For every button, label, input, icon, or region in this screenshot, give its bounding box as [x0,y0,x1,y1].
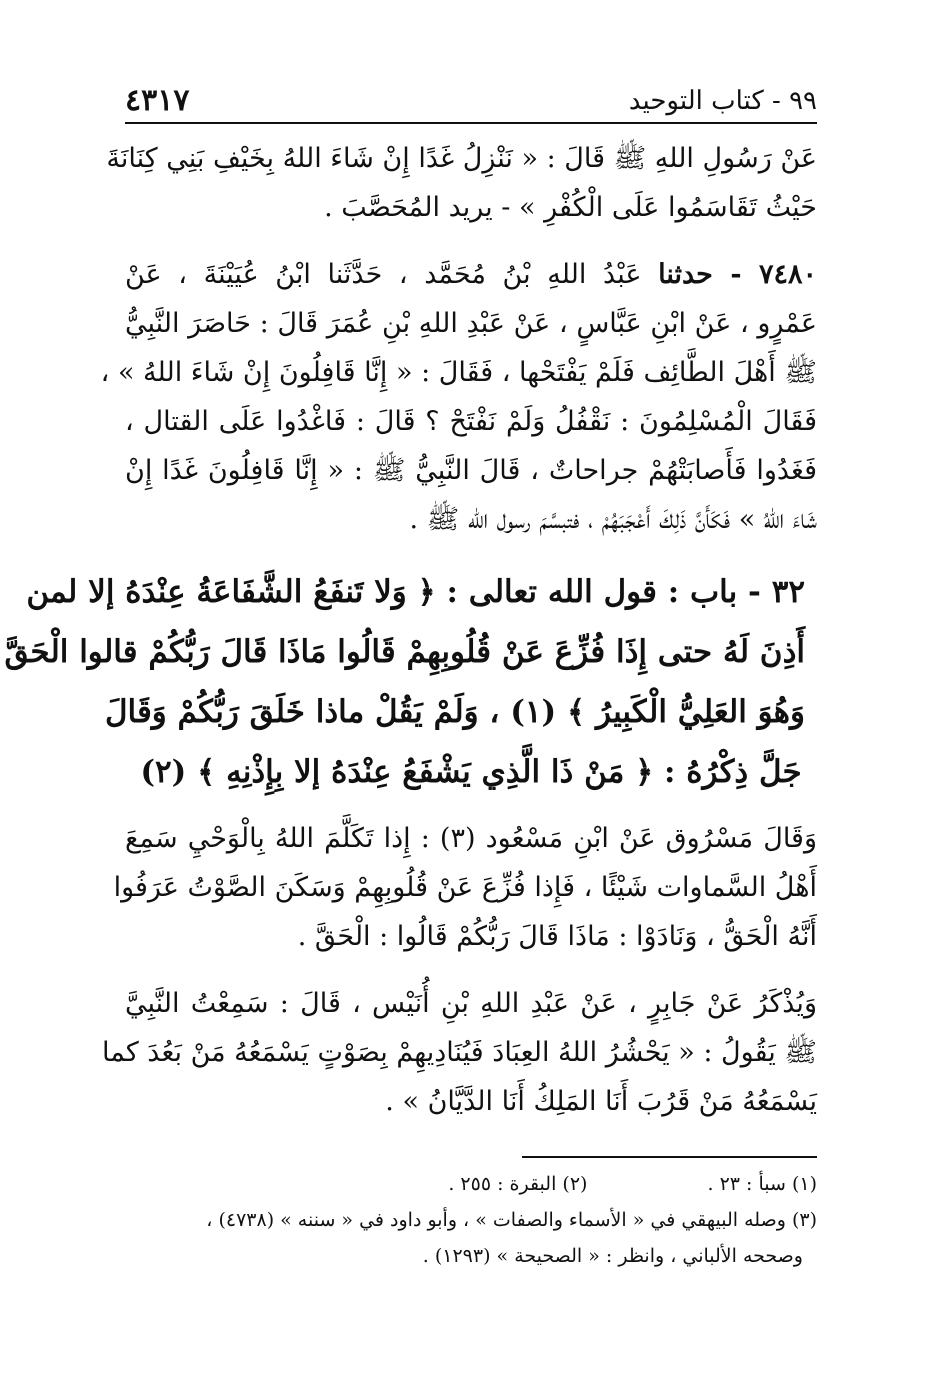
text-line: ﷺ أَهْلَ الطَّائِف فَلَمْ يَفْتَحْها ، فَقَالَ : « إِنَّا قَافِلُونَ إِنْ شَاءَ اللهُ » ، [100,357,817,388]
text-line: فَقَالَ الْمُسْلِمُونَ : نَقْفُلُ وَلَمْ نَفْتَحْ ؟ قَالَ : فَاغْدُوا عَلَى القتال ، [125,406,817,437]
paragraph-masruq [113,814,818,961]
chapter-heading [4,562,817,802]
text-line: يَسْمَعُهُ مَنْ قَرُبَ أَنَا المَلِكُ أَنَا الدَّيَّانُ » . [385,1086,817,1117]
text-line: ﷺ يَقُولُ : « يَحْشُرُ اللهُ العِبَادَ فَيُنَادِيهِمْ بِصَوْتٍ يَسْمَعُهُ مَنْ بَعُدَ كما [102,1037,817,1068]
hadith-7480 [100,250,817,544]
footnote-line: (٣) وصله البيهقي في « الأسماء والصفات » ، وأبو داود في « سننه » (٤٧٣٨) ، [206,1209,817,1231]
text-line: وَيُذْكَرُ عَنْ جَابِرٍ ، عَنْ عَبْدِ اللهِ بْنِ أُنَيْس ، قَالَ : سَمِعْتُ النَّبِيَّ [125,988,817,1019]
text-line-first [125,250,817,299]
hadith-number: ٧٤٨٠ - حدثنا [658,259,817,290]
running-title: ٩٩ - كتاب التوحيد [628,86,817,116]
footnotes [125,1166,817,1274]
paragraph-jabir [102,979,817,1126]
text-line: وَقَالَ مَسْرُوق عَنْ ابْنِ مَسْعُود (٣) : إِذا تَكَلَّمَ اللهُ بِالْوَحْيِ سَمِعَ [125,823,818,854]
text-line: أَهْلُ السَّماوات شَيْئًا ، فَإِذا فُزِّعَ عَنْ قُلُوبِهِمْ وَسَكَنَ الصَّوْتُ عَرَفُوا [113,872,817,903]
text-line: أَنَّهُ الْحَقُّ ، وَنَادَوْا : مَاذَا قَالَ رَبُّكُمْ قَالُوا : الْحَقَّ . [297,921,817,952]
paragraph-continuation [106,134,817,232]
text-line: عَنْ رَسُولِ اللهِ ﷺ قَالَ : « نَنْزِلُ غَدًا إِنْ شَاءَ اللهُ بِخَيْفِ بَنِي كِنَانَةَ [106,143,817,174]
heading-line: أَذِنَ لَهُ حتى إِذَا فُزِّعَ عَنْ قُلُوبِهِمْ قَالُوا مَاذَا قَالَ رَبُّكُمْ قالوا الْحَقَّ [4,634,805,670]
footnote-1: (١) سبأ : ٢٣ . [707,1173,817,1195]
footnote-line: وصححه الألباني ، وانظر : « الصحيحة » (١٢٩٣) . [422,1245,803,1267]
text-line: شَاءَ اللهُ » فَكَأَنَّ ذَلِكَ أَعْجَبَهُمْ ، فتبسَّمَ رسول الله ﷺ . [409,504,817,535]
heading-line: ٣٢ - باب : قول الله تعالى : ﴿ وَلا تَنفَعُ الشَّفَاعَةُ عِنْدَهُ إلا لمن [26,574,805,610]
text-run: عَبْدُ اللهِ بْنُ مُحَمَّد ، حَدَّثَنا ابْنُ عُيَيْنَةَ ، عَنْ [125,259,659,290]
text-line: حَيْثُ تَقَاسَمُوا عَلَى الْكُفْرِ » - يريد المُحَصَّبَ . [324,192,817,223]
text-line: عَمْرٍو ، عَنْ ابْنِ عَبَّاسٍ ، عَنْ عَبْدِ اللهِ بْنِ عُمَرَ قَالَ : حَاصَرَ النَّبِيُّ [125,308,817,339]
footnote-2: (٢) البقرة : ٢٥٥ . [448,1173,588,1195]
footnote-row [125,1166,817,1202]
footnote-3 [125,1202,817,1274]
footnote-separator [522,1156,817,1158]
heading-line: وَهُوَ العَلِيُّ الْكَبِيرُ ﴾ (١) ، وَلَمْ يَقُلْ ماذا خَلَقَ رَبُّكُمْ وَقَالَ [104,694,805,730]
page-number: ٤٣١٧ [125,83,190,118]
text-line: فَغَدُوا فَأَصابَتْهُمْ جراحاتٌ ، قَالَ النَّبِيُّ ﷺ : « إِنَّا قَافِلُونَ غَدًا إِنْ [125,455,817,486]
main-text [4,134,818,1144]
heading-line: جَلَّ ذِكْرُهُ : ﴿ مَنْ ذَا الَّذِي يَشْفَعُ عِنْدَهُ إلا بِإِذْنِهِ ﴾ (٢) [140,754,802,790]
page-header [125,78,817,124]
